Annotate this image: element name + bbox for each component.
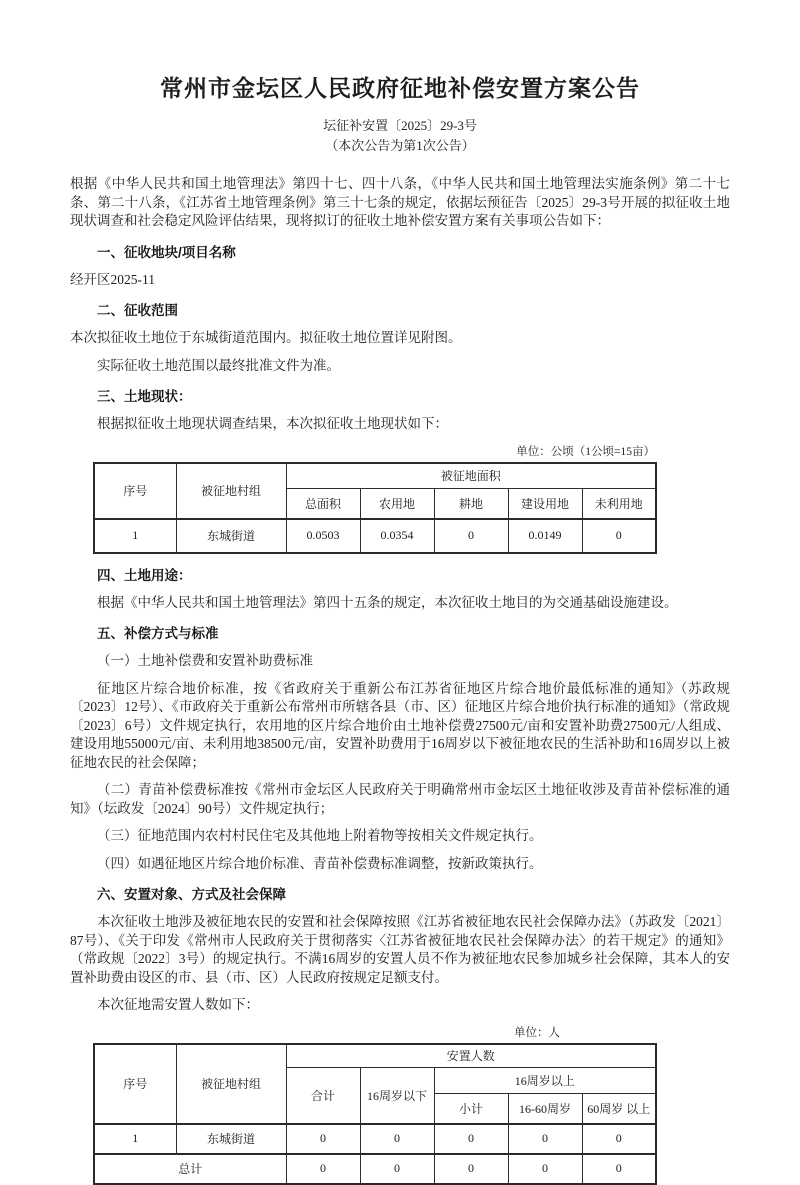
section1-paragraph: 经开区2025-11 xyxy=(70,271,155,287)
land-col-arable-header: 耕地 xyxy=(434,489,508,519)
resettle-total-over60: 0 xyxy=(582,1154,656,1184)
land-col-total-header: 总面积 xyxy=(286,489,360,519)
intro-paragraph: 根据《中华人民共和国土地管理法》第四十七、四十八条，《中华人民共和国土地管理法实施条例》第二十七条、第二十八条，《江苏省土地管理条例》第三十七条的规定，依据坛预征告〔2025〕29-3号开展的拟征收土地现状调查和社会稳定风险评估结果，现将拟订的征收土地补偿安置方案有关事项公告如下： xyxy=(70,176,730,228)
resettle-col-16-60-header: 16-60周岁 xyxy=(508,1094,582,1124)
resettle-total-label: 总计 xyxy=(94,1154,286,1184)
resettle-total-subtotal: 0 xyxy=(434,1154,508,1184)
land-table-row xyxy=(94,519,656,553)
resettle-col-seq-header: 序号 xyxy=(94,1044,176,1124)
resettlement-table xyxy=(93,1043,657,1185)
section5-paragraph-4: （三）征地范围内农村村民住宅及其他地上附着物等按相关文件规定执行。 xyxy=(97,828,543,843)
section-heading-5: 五、补偿方式与标准 xyxy=(97,626,219,641)
resettle-total-total: 0 xyxy=(286,1154,360,1184)
resettle-col-over60-header: 60周岁 以上 xyxy=(582,1094,656,1124)
section6-paragraph-2: 本次征地需安置人数如下： xyxy=(97,997,259,1012)
section2-paragraph-2: 实际征收土地范围以最终批准文件为准。 xyxy=(97,357,340,373)
land-group-area-header: 被征地面积 xyxy=(286,463,656,489)
land-cell-construction: 0.0149 xyxy=(508,519,582,553)
resettle-cell-village: 东城街道 xyxy=(176,1124,286,1154)
section-heading-3: 三、土地现状： xyxy=(97,389,192,404)
section-heading-1: 一、征收地块/项目名称 xyxy=(97,244,236,260)
section-heading-4: 四、土地用途： xyxy=(97,567,192,583)
announcement-note: （本次公告为第1次公告） xyxy=(325,138,475,153)
section5-paragraph-5: （四）如遇征地区片综合地价标准、青苗补偿费标准调整，按新政策执行。 xyxy=(97,855,543,871)
resettle-cell-under16: 0 xyxy=(360,1124,434,1154)
land-area-table xyxy=(93,462,657,554)
resettle-col-total-header: 合计 xyxy=(286,1068,360,1124)
section5-paragraph-1: （一）土地补偿费和安置补助费标准 xyxy=(97,653,313,668)
resettle-col-village-header: 被征地村组 xyxy=(176,1044,286,1124)
resettle-table-row xyxy=(94,1124,656,1154)
land-cell-agri: 0.0354 xyxy=(360,519,434,553)
section5-paragraph-3: （二）青苗补偿费标准按《常州市金坛区人民政府关于明确常州市金坛区土地征收涉及青苗补偿标准的通知》（坛政发〔2024〕90号）文件规定执行； xyxy=(70,782,730,816)
resettle-cell-seq: 1 xyxy=(94,1124,176,1154)
resettle-cell-over60: 0 xyxy=(582,1124,656,1154)
section3-paragraph: 根据拟征收土地现状调查结果，本次拟征收土地现状如下： xyxy=(97,416,448,431)
land-cell-village: 东城街道 xyxy=(176,519,286,553)
page-title: 常州市金坛区人民政府征地补偿安置方案公告 xyxy=(160,76,640,101)
resettle-group-over16-header: 16周岁以上 xyxy=(434,1068,656,1094)
land-col-agri-header: 农用地 xyxy=(360,489,434,519)
resettle-group-people-header: 安置人数 xyxy=(286,1044,656,1068)
resettle-table-unit-label: 单位：人 xyxy=(514,1026,560,1039)
land-cell-unused: 0 xyxy=(582,519,656,553)
doc-number: 坛征补安置〔2025〕29-3号 xyxy=(323,118,477,133)
section2-paragraph-1: 本次拟征收土地位于东城街道范围内。拟征收土地位置详见附图。 xyxy=(70,330,462,345)
land-col-village-header: 被征地村组 xyxy=(176,463,286,519)
section-heading-2: 二、征收范围 xyxy=(97,303,178,318)
land-table-unit-label: 单位：公顷（1公顷=15亩） xyxy=(516,445,655,458)
land-col-seq-header: 序号 xyxy=(94,463,176,519)
resettle-col-subtotal-header: 小计 xyxy=(434,1094,508,1124)
resettle-col-under16-header: 16周岁以下 xyxy=(360,1068,434,1124)
resettle-cell-subtotal: 0 xyxy=(434,1124,508,1154)
section-heading-6: 六、安置对象、方式及社会保障 xyxy=(97,887,286,902)
section6-paragraph-1: 本次征收土地涉及被征地农民的安置和社会保障按照《江苏省被征地农民社会保障办法》（苏政发〔2021〕87号）、《关于印发《常州市人民政府关于贯彻落实〈江苏省被征地农民社会保障办法〉的若干规定》的通知》（常政规〔2022〕3号）的规定执行。不满16周岁的安置人员不作为被征地农民参加城乡社会保障，其本人的安置补助费由设区的市、县（市、区）人民政府按规定足额支付。 xyxy=(70,914,730,985)
resettle-total-16-60: 0 xyxy=(508,1154,582,1184)
land-col-construction-header: 建设用地 xyxy=(508,489,582,519)
resettle-cell-total: 0 xyxy=(286,1124,360,1154)
section5-paragraph-2: 征地区片综合地价标准，按《省政府关于重新公布江苏省征地区片综合地价最低标准的通知》（苏政规〔2023〕12号）、《市政府关于重新公布常州市所辖各县（市、区）征地区片综合地价执行标准的通知》（常政规〔2023〕6号）文件规定执行，农用地的区片综合地价由土地补偿费27500元/亩和安置补助费27500元/人组成、建设用地55000元/亩、未利用地38500元/亩，安置补助费用于16周岁以下被征地农民的生活补助和16周岁以上被征地农民的社会保障； xyxy=(70,680,730,770)
resettle-table-total-row xyxy=(94,1154,656,1184)
land-col-unused-header: 未利用地 xyxy=(582,489,656,519)
resettle-cell-16-60: 0 xyxy=(508,1124,582,1154)
land-cell-total: 0.0503 xyxy=(286,519,360,553)
land-cell-arable: 0 xyxy=(434,519,508,553)
section4-paragraph: 根据《中华人民共和国土地管理法》第四十五条的规定，本次征收土地目的为交通基础设施建设。 xyxy=(97,594,678,610)
land-cell-seq: 1 xyxy=(94,519,176,553)
resettle-total-under16: 0 xyxy=(360,1154,434,1184)
